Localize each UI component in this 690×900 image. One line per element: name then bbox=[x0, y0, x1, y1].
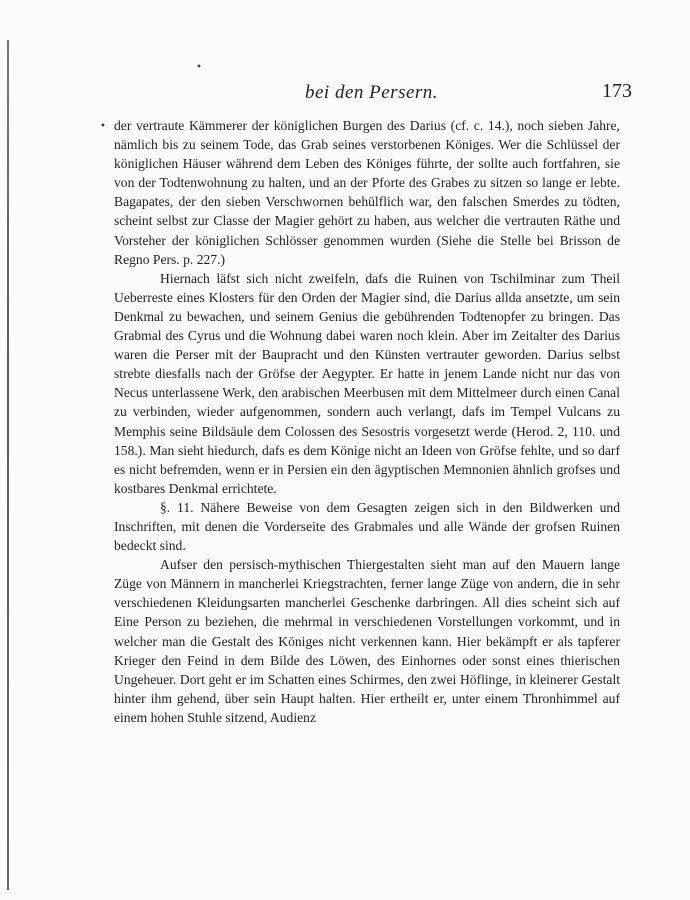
page-number: 173 bbox=[602, 80, 632, 102]
paragraph-1: der vertraute Kämmerer der königlichen Burgen des Darius (cf. c. 14.), noch sieben Jahre, nämlich bis zu seinem Tode, das Grab seines verstorbenen Königes. Wer die Schlüssel der königlichen Häuser während dem Leben des Königes führte, der sollte auch fortfahren, sie von der Todtenwohnung zu halten, und an der Pforte des Grabes zu sitzen so lange er lebte. Bagapates, der den sieben Verschwornen behülflich war, den falschen Smerdes zu tödten, scheint selbst zur Classe der Magier gehört zu haben, aus welcher die vertrauten Räthe und Vorsteher der königlichen Schlösser genommen wurden (Siehe die Stelle bei Brisson de Regno Pers. p. 227.) bbox=[114, 118, 620, 267]
paragraph-4: Aufser den persisch-mythischen Thiergestalten sieht man auf den Mauern lange Züge von Männern in mancherlei Kriegstrachten, ferner lange Züge von andern, die in sehr verschiedenen Kleidungsarten mancherlei Geschenke darbringen. All dies scheint sich auf Eine Person zu beziehen, die mehrmal in verschiedenen Vorstellungen vorkommt, und in welcher man die Gestalt des Königes nicht verkennen kann. Hier bekämpft er als tapferer Krieger den Feind in dem Bilde des Löwen, des Einhornes oder sonst eines thierischen Ungeheuer. Dort geht er im Schatten eines Schirmes, den zwei Höflinge, in kleinerer Gestalt hinter ihm gehend, über sein Haupt halten. Hier ertheilt er, unter einem Thronhimmel auf einem hohen Stuhle sitzend, Audienz bbox=[114, 557, 620, 725]
ink-speck: • bbox=[196, 62, 202, 73]
body-text bbox=[114, 116, 620, 727]
running-title: bei den Persern. bbox=[305, 82, 439, 103]
binding-edge bbox=[7, 40, 9, 890]
page-header bbox=[0, 82, 690, 112]
paragraph-section-11: §. 11. Nähere Beweise von dem Gesagten zeigen sich in den Bildwerken und Inschriften, mit denen die Vorderseite des Grabmales und alle Wände der grofsen Ruinen bedeckt sind. bbox=[114, 499, 620, 554]
paragraph-2: Hiernach läfst sich nicht zweifeln, dafs die Ruinen von Tschilminar zum Theil Ueberreste eines Klosters für den Orden der Magier sind, die Darius allda ansetzte, um sein Denkmal zu bewachen, und seinem Genius die gebührenden Todtenopfer zu bringen. Das Grabmal des Cyrus und die Wohnung dabei waren noch klein. Aber im Zeitalter des Darius waren die Perser mit der Baupracht und den Künsten vertrauter geworden. Darius selbst strebte diesfalls nach der Gröfse der Aegypter. Er hatte in jenem Lande nicht nur das von Necus unterlassene Werk, den arabischen Meerbusen mit dem Mittelmeer durch einen Canal zu verbinden, wieder aufgenommen, sondern auch verlangt, dafs im Tempel Vulcans zu Memphis seine Bildsäule dem Colossen des Sesostris vorgesetzt werde (Herod. 2, 110. und 158.). Man sieht hiedurch, dafs es dem Könige nicht an Ideen von Gröfse fehlte, und so darf es nicht befremden, wenn er in Persien ein den ägyptischen Memnonien ähnlich grofses und kostbares Denkmal errichtete. bbox=[114, 270, 620, 496]
margin-mark: • bbox=[100, 121, 106, 132]
